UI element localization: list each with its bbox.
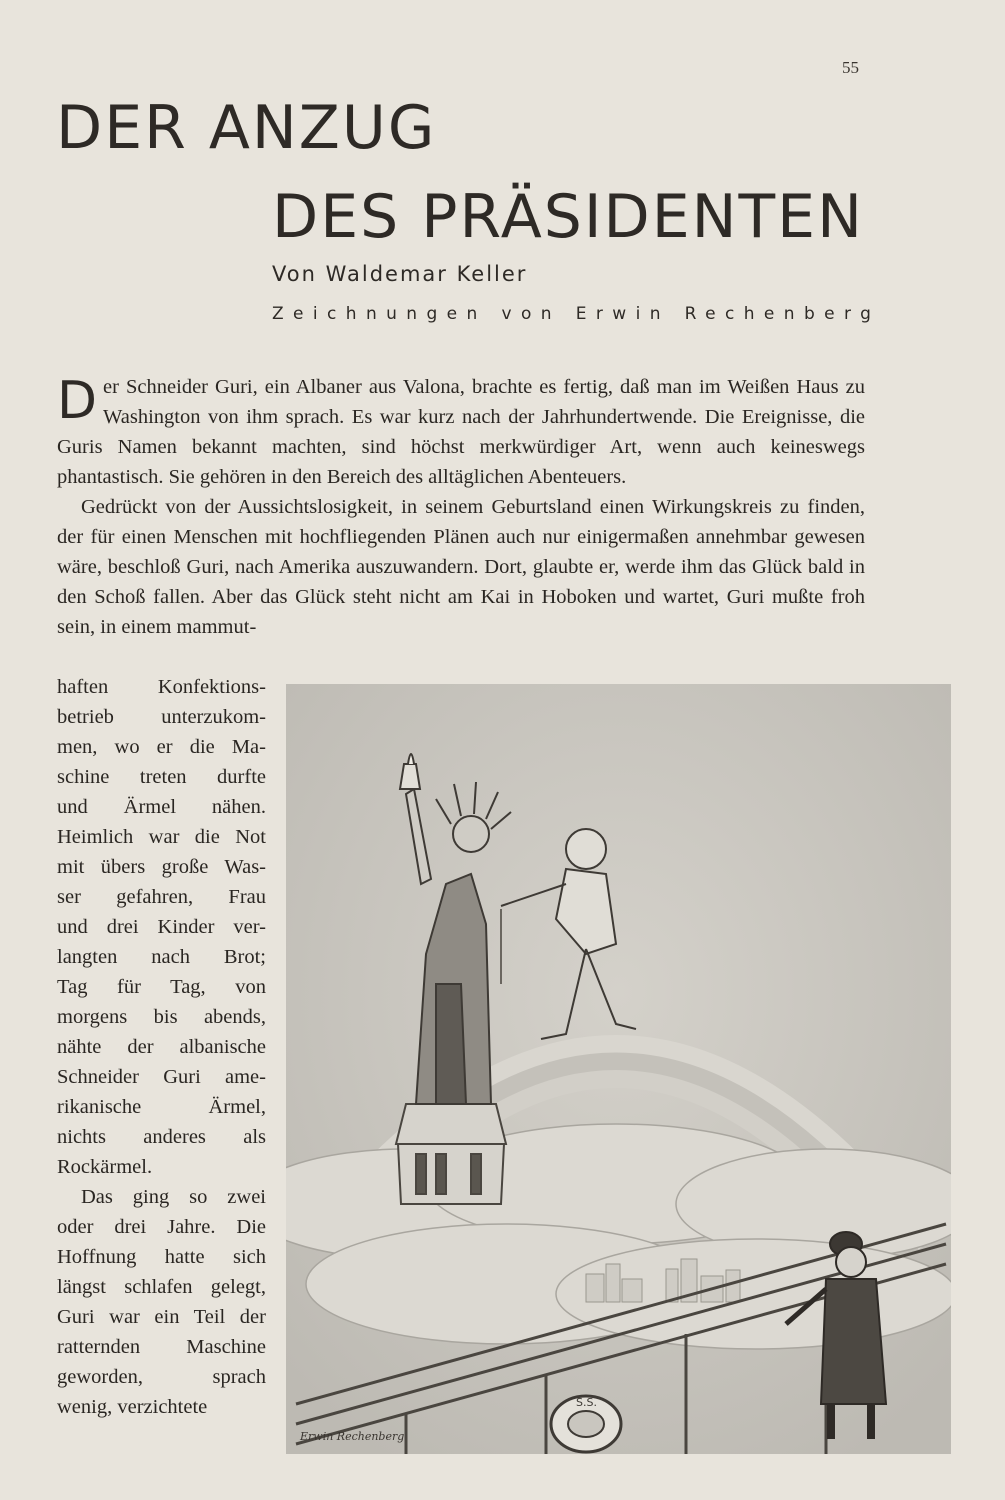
column-line: betrieb unterzukom- [57, 706, 266, 728]
article-title-line-1: DER ANZUG [56, 93, 437, 163]
column-line: men, wo er die Ma- [57, 736, 266, 758]
paragraph-2-continued [57, 672, 266, 1182]
paragraph-1-text: er Schneider Guri, ein Albaner aus Valona, brachte es fertig, daß man im Weißen Haus zu Washington von ihm sprach. Es war kurz nach der Jahrhundertwende. Die Ereignisse, die Guris Namen bekannt machten, sind höchst merkwürdiger Art, wenn auch keineswegs phantastisch. Sie gehören in den Bereich des alltäglichen Abenteuers. [57, 376, 865, 488]
column-line: Rockärmel. [57, 1156, 153, 1178]
column-line: ser gefahren, Frau [57, 886, 266, 908]
column-line: längst schlafen gelegt, [57, 1276, 266, 1298]
column-line: Heimlich war die Not [57, 826, 266, 848]
column-line: ratternden Maschine [57, 1336, 266, 1358]
paragraph-1 [57, 372, 865, 492]
lifebuoy-text: S.S. [576, 1396, 597, 1409]
column-line: mit übers große Was- [57, 856, 266, 878]
paragraph-3 [57, 1182, 266, 1422]
column-line: haften Konfektions- [57, 676, 266, 698]
column-line: Tag für Tag, von [57, 976, 266, 998]
illustration-credit: Zeichnungen von Erwin Rechenberg [272, 304, 881, 324]
drop-cap: D [57, 371, 98, 431]
column-line: nichts anderes als [57, 1126, 266, 1148]
column-line: oder drei Jahre. Die [57, 1216, 266, 1238]
illustration [286, 684, 951, 1454]
artist-signature: Erwin Rechenberg [300, 1430, 405, 1443]
column-line: Guri war ein Teil der [57, 1306, 266, 1328]
column-line: nähte der albanische [57, 1036, 266, 1058]
column-line: geworden, sprach [57, 1366, 266, 1388]
article-body-full-width [57, 372, 865, 642]
column-line: schine treten durfte [57, 766, 266, 788]
article-title-line-2: DES PRÄSIDENTEN [272, 182, 864, 252]
paragraph-2: Gedrückt von der Aussichtslosigkeit, in seinem Geburtsland einen Wirkungskreis zu finden, der für einen Menschen mit hochfliegenden Plänen auch nur einigermaßen annehmbar gewesen wäre, beschloß Guri, nach Amerika auszuwandern. Dort, glaubte er, werde ihm das Glück bald in den Schoß fallen. Aber das Glück steht nicht am Kai in Hoboken und wartet, Guri mußte froh sein, in einem mammut- [57, 496, 865, 638]
column-line: Hoffnung hatte sich [57, 1246, 266, 1268]
article-body-column [57, 672, 266, 1422]
statue-pedestal [396, 1104, 506, 1204]
page-number: 55 [842, 58, 859, 77]
author-byline: Von Waldemar Keller [272, 262, 528, 286]
lifebuoy [551, 1396, 621, 1452]
illustration-drawing [286, 684, 951, 1454]
column-line: Das ging so zwei [81, 1186, 266, 1208]
column-line: und Ärmel nähen. [57, 796, 266, 818]
column-line: rikanische Ärmel, [57, 1096, 266, 1118]
column-line: langten nach Brot; [57, 946, 266, 968]
column-line: wenig, verzichtete [57, 1396, 208, 1418]
column-line: Schneider Guri ame- [57, 1066, 266, 1088]
column-line: morgens bis abends, [57, 1006, 266, 1028]
column-line: und drei Kinder ver- [57, 916, 266, 938]
